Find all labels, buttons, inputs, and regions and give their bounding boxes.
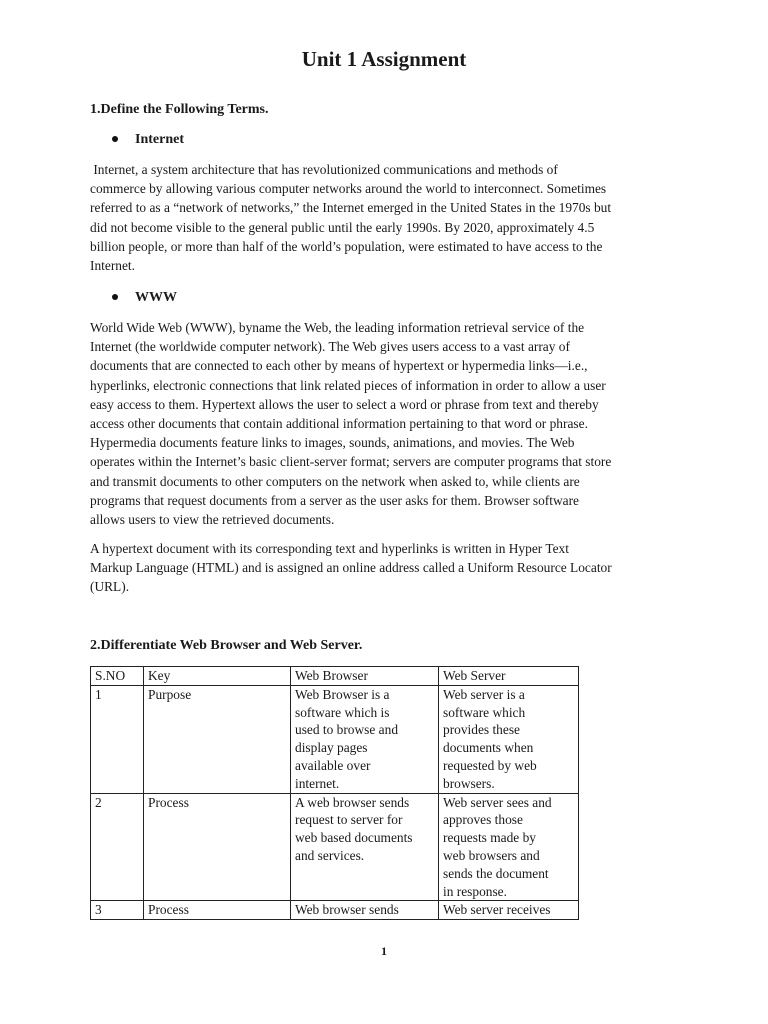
text-line: World Wide Web (WWW), byname the Web, the leading information retrieval service of the bbox=[90, 320, 585, 335]
text-line: hyperlinks, electronic connections that link related pieces of information in order to allow a user bbox=[90, 377, 606, 393]
table-cell-browser bbox=[291, 793, 439, 901]
cell-line: software which is bbox=[295, 704, 390, 720]
comparison-table bbox=[90, 666, 579, 920]
table-cell-sno: 3 bbox=[91, 901, 144, 920]
cell-line: requested by web bbox=[443, 757, 537, 773]
text-line: Hypermedia documents feature links to images, sounds, animations, and movies. The Web bbox=[90, 435, 575, 451]
table-cell-sno: 2 bbox=[91, 793, 144, 901]
text-line: documents that are connected to each other by means of hypertext or hypermedia links—i.e., bbox=[90, 358, 588, 374]
text-line: operates within the Internet’s basic client-server format; servers are computer programs that store bbox=[90, 454, 612, 470]
cell-line: web browsers and bbox=[443, 847, 540, 863]
paragraph-www-definition bbox=[90, 318, 682, 529]
cell-line: sends the document bbox=[443, 865, 549, 881]
bullet-dot-icon bbox=[112, 294, 118, 300]
cell-line: software which bbox=[443, 704, 526, 720]
cell-line: and services. bbox=[295, 847, 365, 863]
cell-line: approves those bbox=[443, 812, 523, 828]
cell-line: internet. bbox=[295, 775, 340, 791]
text-line: Markup Language (HTML) and is assigned an online address called a Uniform Resource Locator bbox=[90, 560, 612, 576]
table-row bbox=[91, 793, 579, 901]
cell-line: used to browse and bbox=[295, 722, 399, 738]
text-line: did not become visible to the general public until the early 1990s. By 2020, approximately 4.5 bbox=[90, 219, 595, 235]
text-line: Internet. bbox=[90, 258, 135, 274]
text-line: Internet, a system architecture that has revolutionized communications and methods of bbox=[90, 162, 558, 177]
cell-line: browsers. bbox=[443, 775, 495, 791]
bullet-item-www bbox=[112, 289, 177, 307]
bullet-label-www: WWW bbox=[135, 290, 177, 305]
page-number: 1 bbox=[381, 944, 387, 958]
cell-line: provides these bbox=[443, 722, 520, 738]
text-line: Internet (the worldwide computer network). The Web gives users access to a vast array of bbox=[90, 339, 570, 355]
bullet-dot-icon bbox=[112, 136, 118, 142]
paragraph-html-url bbox=[90, 539, 682, 597]
table-cell-key: Purpose bbox=[144, 685, 291, 793]
page-title: Unit 1 Assignment bbox=[301, 47, 467, 71]
cell-line: Web browser sends bbox=[295, 902, 399, 918]
table-cell-browser bbox=[291, 901, 439, 920]
text-line: allows users to view the retrieved documents. bbox=[90, 512, 335, 528]
cell-line: requests made by bbox=[443, 830, 536, 846]
table-header-cell: S.NO bbox=[91, 667, 144, 686]
table-cell-key: Process bbox=[144, 793, 291, 901]
text-line: access other documents that contain additional information pertaining to that word or phrase. bbox=[90, 416, 588, 432]
section-heading-differentiate: 2.Differentiate Web Browser and Web Server. bbox=[90, 638, 363, 653]
table-header-cell: Web Server bbox=[439, 667, 579, 686]
table-header-cell: Key bbox=[144, 667, 291, 686]
section-heading-definitions: 1.Define the Following Terms. bbox=[90, 102, 269, 117]
paragraph-internet-definition bbox=[90, 160, 682, 275]
table-header-row bbox=[91, 667, 579, 686]
cell-line: in response. bbox=[443, 883, 507, 899]
cell-line: Web Browser is a bbox=[295, 686, 390, 702]
cell-line: Web server receives bbox=[443, 902, 551, 918]
table-cell-server bbox=[439, 901, 579, 920]
cell-line: web based documents bbox=[295, 830, 413, 846]
cell-line: display pages bbox=[295, 740, 368, 756]
text-line: billion people, or more than half of the world’s population, were estimated to have access to the bbox=[90, 238, 603, 254]
cell-line: available over bbox=[295, 757, 371, 773]
cell-line: Web server is a bbox=[443, 686, 525, 702]
cell-line: request to server for bbox=[295, 812, 403, 828]
table-row bbox=[91, 901, 579, 920]
text-line: commerce by allowing various computer networks around the world to interconnect. Sometimes bbox=[90, 181, 607, 197]
table-cell-sno: 1 bbox=[91, 685, 144, 793]
table-cell-key: Process bbox=[144, 901, 291, 920]
bullet-item-internet bbox=[112, 131, 184, 149]
text-line: programs that request documents from a server as the user asks for them. Browser software bbox=[90, 492, 579, 508]
table-row bbox=[91, 685, 579, 793]
cell-line: Web server sees and bbox=[443, 794, 552, 810]
table-cell-server bbox=[439, 685, 579, 793]
cell-line: A web browser sends bbox=[295, 794, 410, 810]
cell-line: documents when bbox=[443, 740, 534, 756]
table-cell-server bbox=[439, 793, 579, 901]
text-line: referred to as a “network of networks,” the Internet emerged in the United States in the 1970s but bbox=[90, 200, 612, 216]
text-line: (URL). bbox=[90, 579, 130, 595]
table-cell-browser bbox=[291, 685, 439, 793]
bullet-label-internet: Internet bbox=[135, 132, 184, 147]
text-line: and transmit documents to other computers on the network when asked to, while clients are bbox=[90, 473, 580, 489]
text-line: A hypertext document with its corresponding text and hyperlinks is written in Hyper Text bbox=[90, 541, 569, 556]
table-header-cell: Web Browser bbox=[291, 667, 439, 686]
text-line: easy access to them. Hypertext allows the user to select a word or phrase from text and thereby bbox=[90, 396, 599, 412]
